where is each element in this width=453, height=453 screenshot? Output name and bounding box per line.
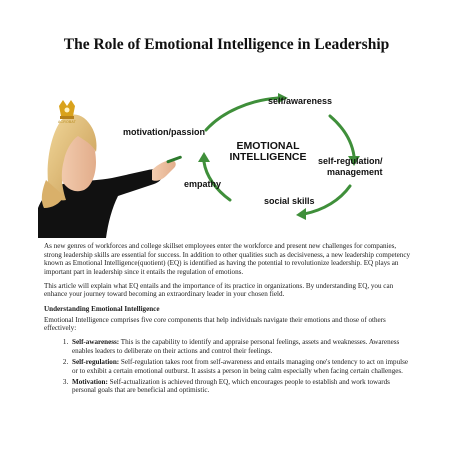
- list-item: [70, 338, 410, 355]
- article-purpose-paragraph: This article will explain what EQ entails and the importance of its practice in organizations. By understanding EQ, you can enhance your journey toward becoming an extraordinary leader in your chosen field.: [44, 281, 394, 299]
- list-item-text: This is the capability to identify and appraise personal feelings, assets and weaknesses. Awareness enables leaders to deliberate on their actions and control their feelings.: [72, 338, 400, 355]
- components-list: [44, 338, 410, 395]
- components-intro-paragraph: Emotional Intelligence comprises five core components that help individuals navigate their emotions and those of others effectively:: [44, 315, 386, 333]
- list-item-term: Motivation:: [72, 377, 108, 386]
- list-item: [70, 378, 410, 395]
- label-self-regulation: self-regulation/: [318, 156, 383, 166]
- label-self-awareness: self/awareness: [268, 96, 333, 106]
- list-item-text: Self-actualization is achieved through EQ, which encourages people to establish and work towards personal goals that are beneficial and optimistic.: [72, 377, 390, 395]
- article-body: [44, 242, 410, 397]
- section-heading: Understanding Emotional Intelligence: [44, 304, 160, 313]
- intro-paragraph: As new genres of workforces and college skillset employees enter the workforce and present new challenges for companies, strong leadership skills are essential for success. In addition to other qualities such as decisiveness, a new leadership competency known as Emotional Intelligence(quotient) (EQ) is identified as having the potential to revolutionize leadership. EQ plays an important part in leadership since it entails the regulation of emotions.: [44, 242, 411, 276]
- list-item-term: Self-awareness:: [72, 338, 120, 347]
- center-label-line-1: EMOTIONAL: [236, 140, 300, 152]
- label-social-skills: social skills: [264, 196, 315, 206]
- label-empathy: empathy: [184, 179, 222, 189]
- logo-icon: [56, 96, 78, 122]
- center-label-line-2: INTELLIGENCE: [229, 151, 307, 163]
- label-management: management: [327, 167, 383, 177]
- logo-text: ACROBAT: [57, 120, 77, 124]
- label-motivation-passion: motivation/passion: [123, 127, 206, 137]
- emotional-intelligence-label: [218, 141, 318, 163]
- list-item: [70, 358, 410, 375]
- list-item-text: Self-regulation takes root from self-awareness and entails managing one's tendency to act on impulse or to exhibit a certain emotional outburst. It assists a person in being calm especially when facing certain challenges.: [72, 358, 409, 375]
- list-item-term: Self-regulation:: [72, 358, 120, 367]
- document-title: The Role of Emotional Intelligence in Leadership: [63, 36, 390, 53]
